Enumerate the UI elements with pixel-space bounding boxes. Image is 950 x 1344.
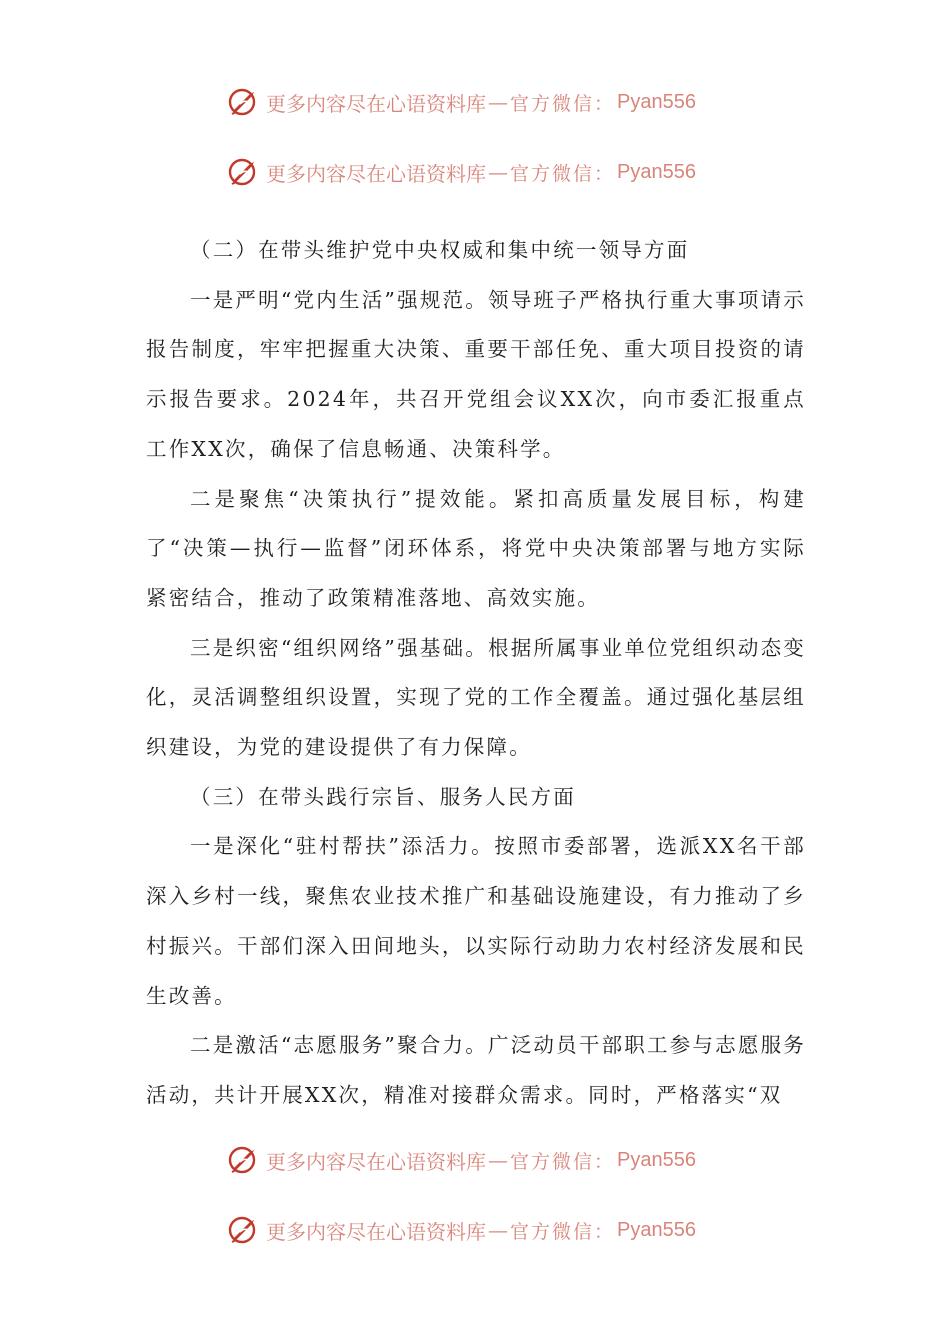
banner-label: 官方微信： xyxy=(510,1150,616,1173)
watermark-banner xyxy=(226,1210,696,1250)
banner-text: 更多内容尽在心语资料库 xyxy=(266,91,486,116)
paragraph: 一是严明“党内生活”强规范。领导班子严格执行重大事项请示报告制度，牢牢把握重大决策、重要干部任免、重大项目投资的请示报告要求。2024年，共召开党组会议XX次，向市委汇报重点工作XX次，确保了信息畅通、决策科学。 xyxy=(146,287,806,461)
section-heading: （三）在带头践行宗旨、服务人民方面 xyxy=(190,784,576,809)
section-heading: （二）在带头维护党中央权威和集中统一领导方面 xyxy=(190,238,690,262)
document-body xyxy=(146,226,806,1121)
banner-text: 更多内容尽在心语资料库 xyxy=(266,161,486,186)
pen-logo-icon xyxy=(226,84,262,120)
banner-label: 官方微信： xyxy=(510,162,616,185)
paragraph: 二是激活“志愿服务”聚合力。广泛动员干部职工参与志愿服务活动，共计开展XX次，精准对接群众需求。同时，严格落实“双 xyxy=(146,1033,806,1107)
paragraph: 三是织密“组织网络”强基础。根据所属事业单位党组织动态变化，灵活调整组织设置，实现了党的工作全覆盖。通过强化基层组织建设，为党的建设提供了有力保障。 xyxy=(146,635,806,760)
watermark-banner xyxy=(226,1140,696,1180)
banner-wechat-id: Pyan556 xyxy=(617,1148,696,1171)
paragraph: 一是深化“驻村帮扶”添活力。按照市委部署，选派XX名干部深入乡村一线，聚焦农业技术推广和基础设施建设，有力推动了乡村振兴。干部们深入田间地头，以实际行动助力农村经济发展和民生改善。 xyxy=(146,834,806,1008)
banner-wechat-id: Pyan556 xyxy=(617,1218,696,1241)
banner-label: 官方微信： xyxy=(510,1220,616,1243)
paragraph: 二是聚焦“决策执行”提效能。紧扣高质量发展目标，构建了“决策—执行—监督”闭环体系，将党中央决策部署与地方实际紧密结合，推动了政策精准落地、高效实施。 xyxy=(146,486,806,610)
banner-dash: — xyxy=(488,90,508,114)
banner-dash: — xyxy=(488,1218,508,1242)
pen-logo-icon xyxy=(226,1212,262,1248)
banner-wechat-id: Pyan556 xyxy=(617,90,696,113)
banner-label: 官方微信： xyxy=(510,92,616,115)
banner-text: 更多内容尽在心语资料库 xyxy=(266,1219,486,1244)
banner-dash: — xyxy=(488,1148,508,1172)
banner-dash: — xyxy=(488,160,508,184)
banner-wechat-id: Pyan556 xyxy=(617,160,696,183)
pen-logo-icon xyxy=(226,154,262,190)
watermark-banner xyxy=(226,82,696,122)
banner-text: 更多内容尽在心语资料库 xyxy=(266,1149,486,1174)
pen-logo-icon xyxy=(226,1142,262,1178)
watermark-banner xyxy=(226,152,696,192)
